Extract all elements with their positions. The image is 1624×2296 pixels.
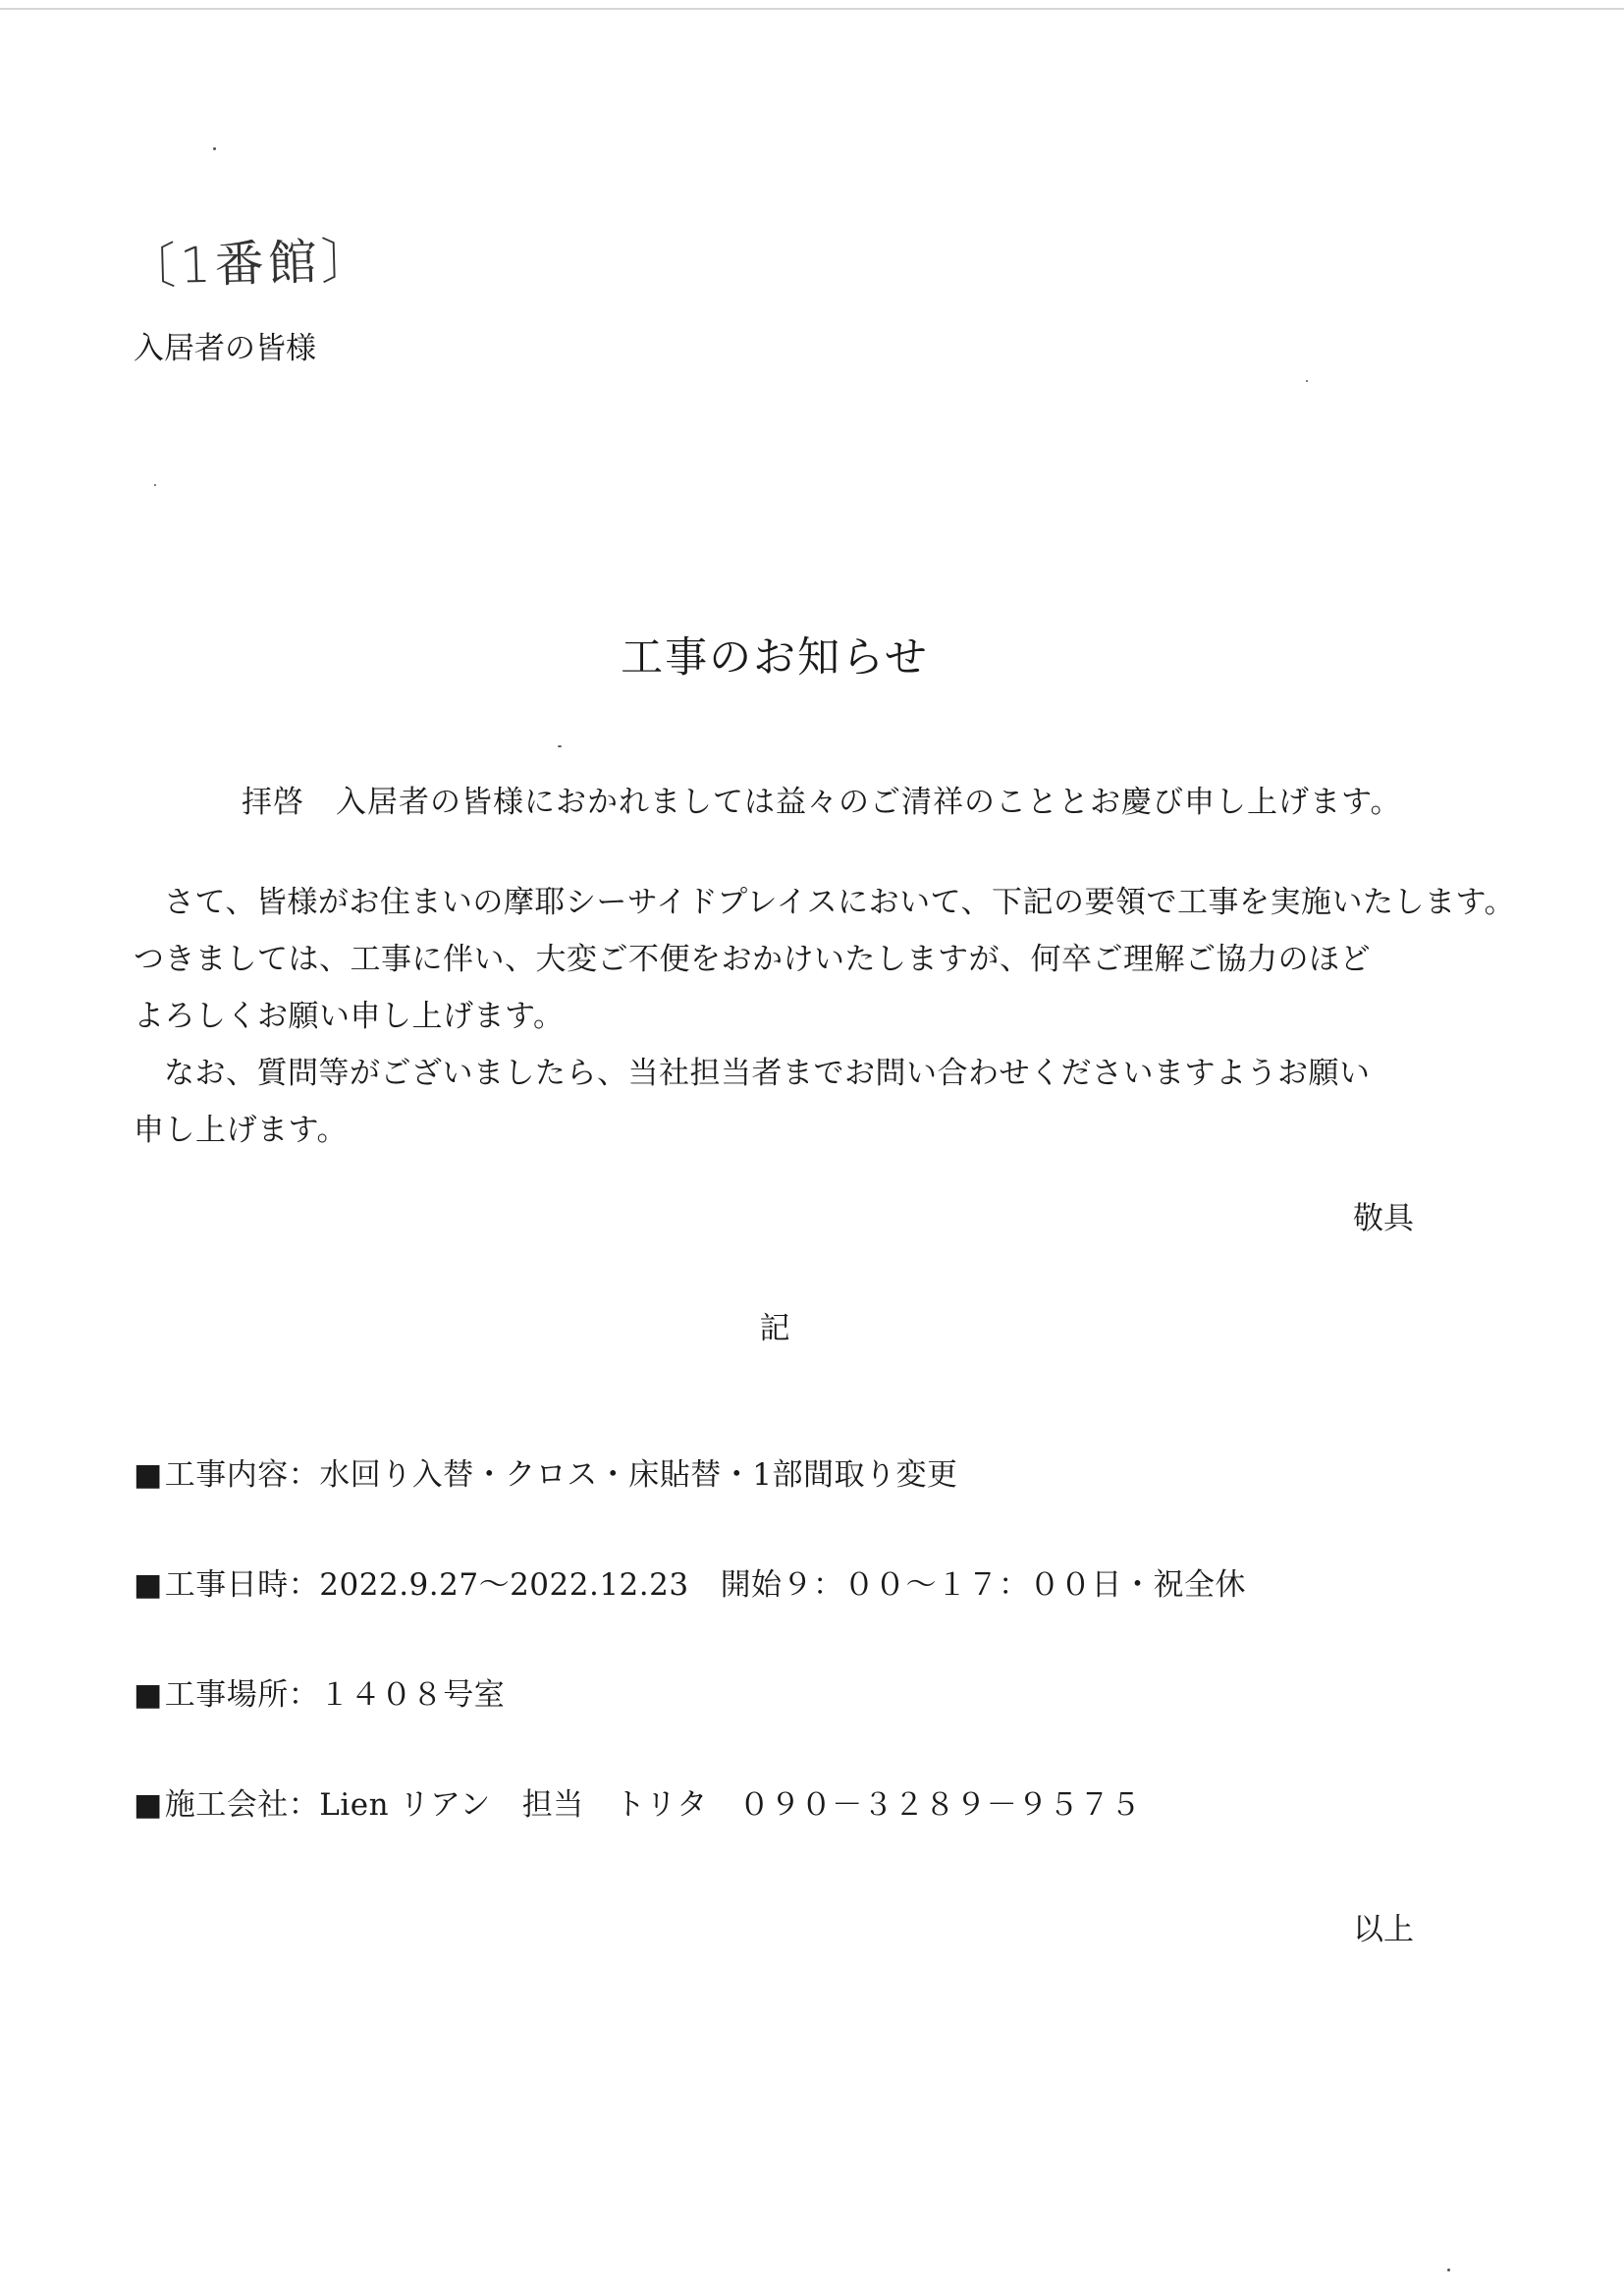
detail-label: 工事内容： (164, 1457, 320, 1493)
contractor-person: 担当 トリタ (521, 1787, 708, 1823)
page-top-edge (0, 8, 1624, 10)
detail-label: 施工会社： (164, 1787, 320, 1823)
scan-speck (213, 147, 216, 150)
detail-hours: 開始９：００～１７：００日・祝全休 (720, 1567, 1247, 1603)
contractor-phone: ０９０－３２８９－９５７５ (738, 1787, 1142, 1823)
notice-title: 工事のお知らせ (621, 633, 929, 683)
body-line: よろしくお願い申し上げます。 (134, 999, 565, 1034)
detail-value: 水回り入替・クロス・床貼替・1部間取り変更 (319, 1457, 958, 1493)
body-line: 申し上げます。 (134, 1113, 349, 1148)
handwritten-building-note: 〔1番館〕 (126, 232, 375, 296)
greeting-paragraph: 拝啓 入居者の皆様におかれましては益々のご清祥のこととお慶び申し上げます。 (242, 785, 1402, 820)
body-line: つきましては、工事に伴い、大変ご不便をおかけいたしますが、何卒ご理解ご協力のほど (134, 942, 1371, 977)
ending-ijou: 以上 (1353, 1912, 1414, 1947)
notice-body (134, 874, 1515, 1159)
construction-details (134, 1449, 1246, 1889)
detail-content-row (134, 1449, 1246, 1559)
detail-date-range: 2022.9.27～2022.12.23 (319, 1567, 689, 1603)
recipient-line: 入居者の皆様 (134, 331, 316, 366)
scan-speck (154, 484, 156, 486)
scan-speck (1447, 2269, 1450, 2271)
contractor-name: Lien リアン (319, 1787, 491, 1823)
detail-label: 工事場所： (164, 1677, 320, 1713)
body-line: さて、皆様がお住まいの摩耶シーサイドプレイスにおいて、下記の要領で工事を実施いたします。 (164, 885, 1516, 920)
body-line: なお、質問等がございましたら、当社担当者までお問い合わせくださいますようお願い (164, 1056, 1371, 1091)
ki-heading: 記 (759, 1311, 790, 1346)
detail-value: １４０８号室 (319, 1677, 506, 1713)
detail-location-row (134, 1669, 1246, 1779)
detail-label: 工事日時： (164, 1567, 320, 1603)
square-bullet-icon: ■ (134, 1567, 163, 1603)
square-bullet-icon: ■ (134, 1457, 163, 1493)
closing-keigu: 敬具 (1353, 1201, 1414, 1236)
square-bullet-icon: ■ (134, 1787, 163, 1823)
detail-datetime-row (134, 1559, 1246, 1669)
square-bullet-icon: ■ (134, 1677, 163, 1713)
scan-speck (558, 745, 562, 747)
detail-contractor-row (134, 1779, 1246, 1889)
scan-speck (1306, 380, 1308, 382)
